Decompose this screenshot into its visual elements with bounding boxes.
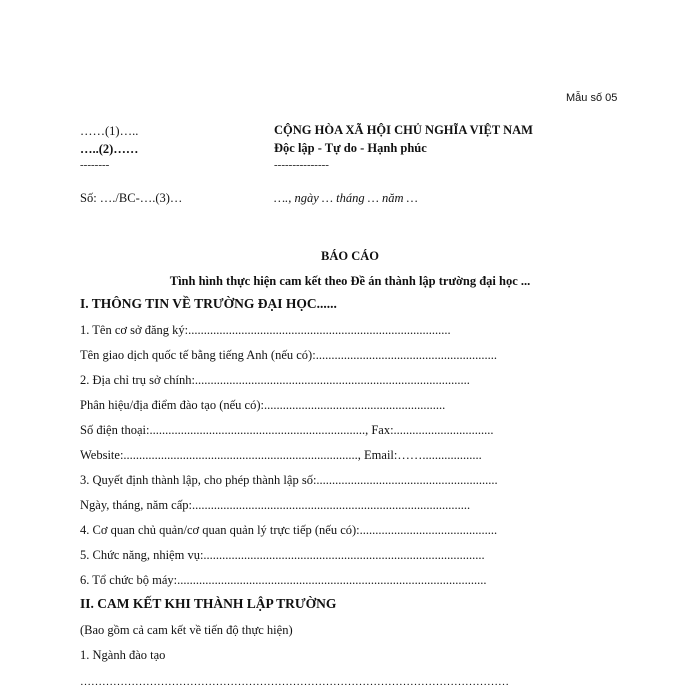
- section-1-heading: I. THÔNG TIN VỀ TRƯỜNG ĐẠI HỌC......: [80, 296, 337, 311]
- field-registered-name: 1. Tên cơ sở đăng ký:....................................................................................: [80, 323, 451, 337]
- fill-in-dots: ………………………………………………………………………………………………………: [80, 676, 509, 688]
- field-phone-fax: Số điện thoại:....................................................................., Fax:................................: [80, 423, 494, 437]
- field-international-name: Tên giao dịch quốc tế bằng tiếng Anh (nếu có):..........................................................: [80, 348, 497, 362]
- section-2-heading: II. CAM KẾT KHI THÀNH LẬP TRƯỜNG: [80, 596, 337, 611]
- section-2-note: (Bao gồm cả cam kết về tiến độ thực hiện): [80, 623, 293, 637]
- motto-rule: ---------------: [274, 159, 329, 171]
- field-functions-duties: 5. Chức năng, nhiệm vụ:..........................................................................................: [80, 548, 485, 562]
- org-rule: --------: [80, 159, 110, 171]
- org-line-1: ……(1)…..: [80, 124, 139, 138]
- field-issue-date: Ngày, tháng, năm cấp:.........................................................................................: [80, 498, 471, 512]
- document-number: Số: …./BC-….(3)…: [80, 191, 183, 205]
- report-subtitle: Tình hình thực hiện cam kết theo Đề án thành lập trường đại học ...: [169, 274, 531, 288]
- field-establishment-decision: 3. Quyết định thành lập, cho phép thành lập số:..........................................................: [80, 473, 498, 487]
- motto: Độc lập - Tự do - Hạnh phúc: [274, 141, 427, 155]
- form-code: Mẫu số 05: [566, 92, 618, 104]
- field-organization-structure: 6. Tổ chức bộ máy:...................................................................................................: [80, 573, 487, 587]
- field-governing-body: 4. Cơ quan chủ quản/cơ quan quản lý trực tiếp (nếu có):............................................: [80, 523, 498, 537]
- field-website-email: Website:..........................................................................., Email:……...................: [80, 448, 482, 462]
- org-line-2: …..(2)……: [80, 142, 139, 156]
- field-branch-location: Phân hiệu/địa điểm đào tạo (nếu có):..........................................................: [80, 398, 446, 412]
- report-title: BÁO CÁO: [321, 249, 379, 263]
- country-name: CỘNG HÒA XÃ HỘI CHỦ NGHĨA VIỆT NAM: [274, 123, 533, 137]
- place-date: …., ngày … tháng … năm …: [274, 191, 418, 205]
- item-training-majors: 1. Ngành đào tạo: [80, 648, 166, 662]
- field-head-office-address: 2. Địa chỉ trụ sở chính:........................................................................................: [80, 373, 470, 387]
